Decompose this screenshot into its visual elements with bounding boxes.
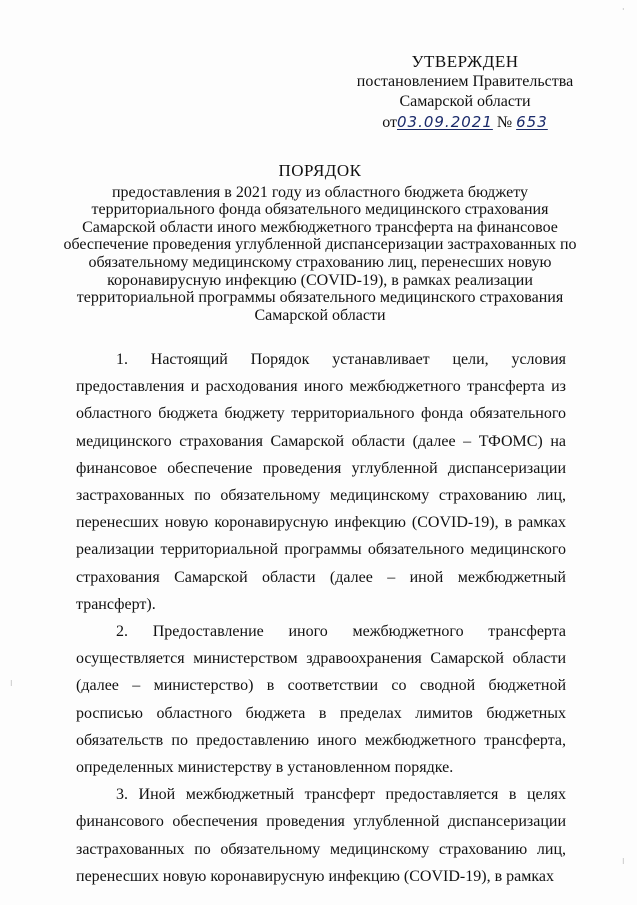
approval-line-2: Самарской области bbox=[399, 93, 531, 110]
scan-speck: ⁝ bbox=[10, 679, 13, 688]
heading-line-8: Самарской области bbox=[254, 306, 386, 324]
handwritten-date: 03.09.2021 bbox=[396, 113, 493, 131]
heading-line-7: территориальной программы обязательного медицинского страхования bbox=[76, 289, 564, 307]
heading-line-1: предоставления в 2021 году из областного бюджета бюджету bbox=[111, 183, 529, 201]
approval-line-1: постановлением Правительства bbox=[356, 73, 574, 90]
number-prefix: № bbox=[496, 114, 513, 131]
heading-line-3: Самарской области иного межбюджетного трансферта на финансовое bbox=[82, 218, 558, 236]
heading-line-6: коронавирусную инфекцию (COVID-19), в рамках реализации bbox=[107, 271, 533, 289]
paragraph-2: 2. Предоставление иного межбюджетного трансферта осуществляется министерством здравоохранения Самарской области (далее – министерство) в соответствии со сводной бюджетной росписью областного бюджета в пределах лимитов бюджетных обязательств по предоставлению иного межбюджетного трансферта, определенных министерству в установленном порядке. bbox=[76, 623, 566, 777]
approval-title: УТВЕРЖДЕН bbox=[411, 52, 519, 71]
document-title: ПОРЯДОК bbox=[278, 161, 362, 180]
paragraph-1: 1. Настоящий Порядок устанавливает цели, условия предоставления и расходования иного межбюджетного трансферта из областного бюджета бюджету территориального фонда обязательного медицинского страхования Самарской области (далее – ТФОМС) на финансовое обеспечение проведения углубленной диспансеризации застрахованных по обязательному медицинскому страхованию лиц, перенесших новую коронавирусную инфекцию (COVID-19), в рамках реализации территориальной программы обязательного медицинского страхования Самарской области (далее – иной межбюджетный трансферт). bbox=[76, 351, 566, 613]
document-body bbox=[76, 346, 566, 890]
handwritten-number: 653 bbox=[516, 113, 548, 131]
paragraph-3: 3. Иной межбюджетный трансферт предоставляется в целях финансового обеспечения проведения углубленной диспансеризации застрахованных по обязательному медицинскому страхованию лиц, перенесших новую коронавирусную инфекцию (COVID-19), в рамках bbox=[76, 786, 566, 885]
heading-line-4: обеспечение проведения углубленной диспансеризации застрахованных по bbox=[63, 236, 577, 254]
approval-block bbox=[340, 52, 590, 133]
scan-speck: ⁝ bbox=[622, 857, 625, 866]
approval-date-line bbox=[340, 112, 590, 133]
scan-speck: · bbox=[622, 5, 625, 14]
date-prefix: от bbox=[382, 114, 397, 131]
document-heading bbox=[60, 162, 580, 324]
heading-line-2: территориального фонда обязательного медицинского страхования bbox=[91, 201, 549, 219]
heading-line-5: обязательному медицинскому страхованию лиц, перенесших новую bbox=[88, 253, 552, 271]
